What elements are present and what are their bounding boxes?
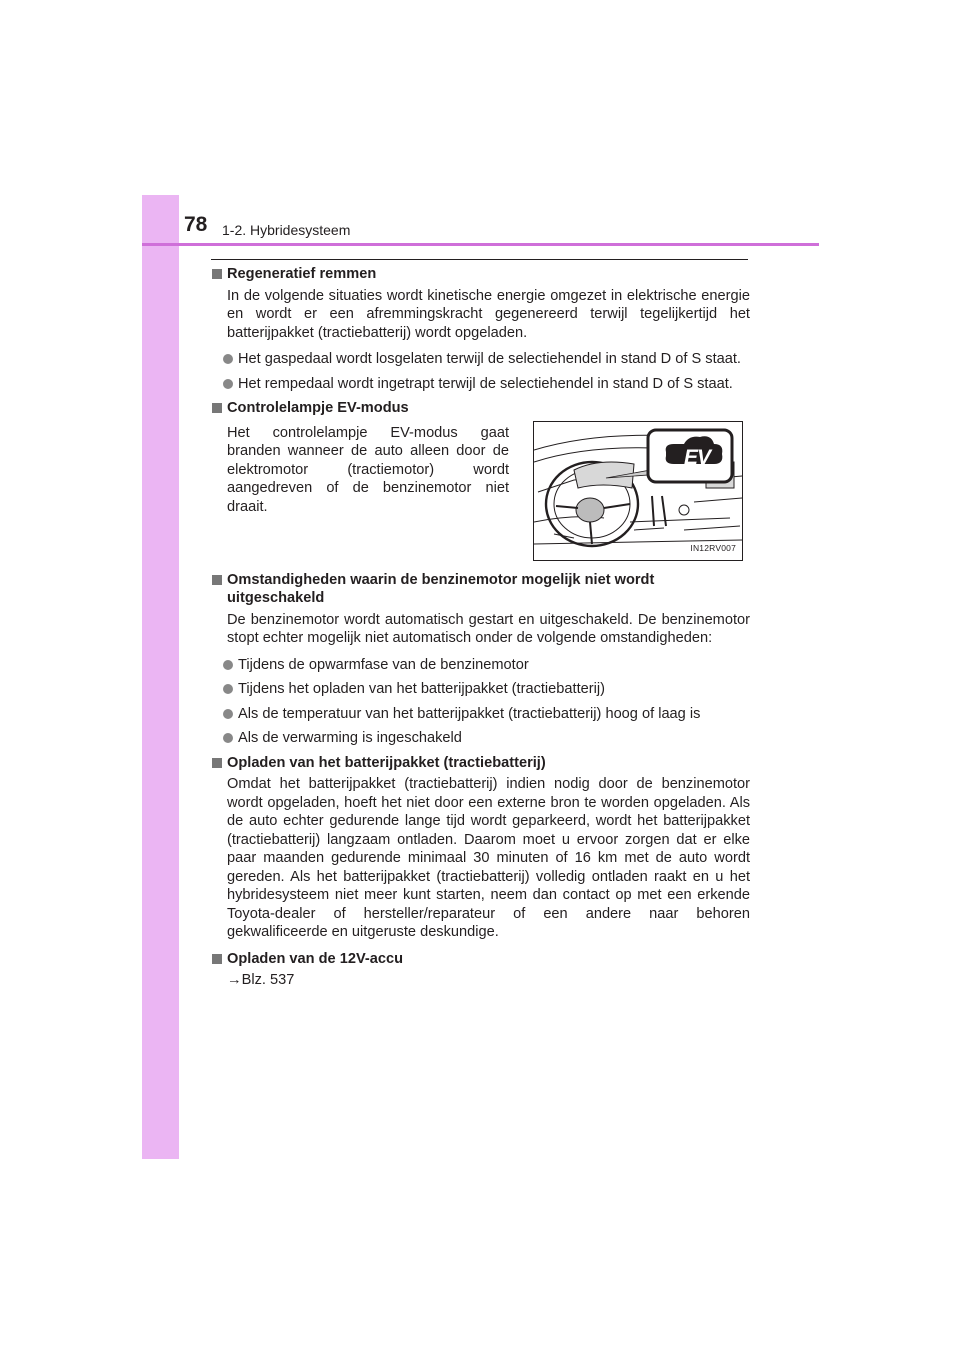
ev-indicator-block (227, 421, 750, 561)
paragraph: Omdat het batterijpakket (tractiebatterij) indien nodig door de benzinemotor wordt opgeladen, hoeft het niet door een externe bron te worden opgeladen. Als de auto echter gedurende lange tijd wordt geparkeerd, wordt het batterijpakket (tractiebatterij) langzaam ontladen. Daarom moet u ervoor zorgen dat er elke paar maanden gedurende minimaal 30 minuten of 16 km met de auto wordt gereden. Als het batterijpakket (tractiebatterij) volledig ontladen raakt en u het hybridesysteem niet meer kunt starten, neem dan contact op met een erkende Toyota-dealer of hersteller/reparateur of een andere naar behoren gekwalificeerde en uitgeruste deskundige. (227, 776, 750, 940)
circle-bullet-icon (223, 379, 233, 389)
circle-bullet-icon (223, 660, 233, 670)
list-item-text: Als de temperatuur van het batterijpakket (tractiebatterij) hoog of laag is (238, 705, 701, 722)
list-item (223, 656, 750, 675)
square-bullet-icon (212, 269, 222, 279)
section-title: 1-2. Hybridesysteem (222, 222, 351, 238)
list-item-text: Het gaspedaal wordt losgelaten terwijl de selectiehendel in stand D of S staat. (238, 351, 741, 367)
heading-text: Opladen van de 12V-accu (227, 950, 404, 967)
section-heading (211, 265, 750, 284)
circle-bullet-icon (223, 354, 233, 364)
page-number: 78 (184, 213, 208, 236)
list-item (223, 680, 750, 699)
circle-bullet-icon (223, 684, 233, 694)
list-item (223, 375, 750, 394)
figure-code: IN12RV007 (690, 543, 736, 553)
paragraph: In de volgende situaties wordt kinetische energie omgezet in elektrische energie en wordt er een afremmingskracht gegenereerd terwijl tegelijkertijd het batterijpakket (tractiebatterij) wordt opgeladen. (227, 287, 750, 341)
section-heading (211, 399, 750, 418)
ev-indicator-label: EV (683, 445, 710, 469)
paragraph: Het controlelampje EV-modus gaat branden wanneer de auto alleen door de elektromotor (tractiemotor) wordt aangedreven of de benzinemotor niet draait. (227, 424, 509, 515)
page-reference-link[interactable]: →Blz. 537 (227, 972, 295, 988)
header-rule (142, 243, 819, 246)
list-item-text: Tijdens de opwarmfase van de benzinemotor (238, 656, 529, 673)
heading-text: Controlelampje EV-modus (227, 400, 409, 416)
heading-text: Omstandigheden waarin de benzinemotor mogelijk niet wordt uitgeschakeld (227, 571, 655, 606)
section-heading (211, 754, 750, 773)
heading-text: Regeneratief remmen (227, 266, 377, 282)
list-item-text: Tijdens het opladen van het batterijpakket (tractiebatterij) (238, 681, 605, 697)
list-item-text: Het rempedaal wordt ingetrapt terwijl de selectiehendel in stand D of S staat. (238, 375, 733, 392)
side-tab (142, 195, 179, 1159)
square-bullet-icon (212, 758, 222, 768)
list-item (223, 705, 750, 724)
content-rule (211, 259, 748, 260)
page-content (211, 265, 750, 990)
list-item (223, 350, 750, 369)
square-bullet-icon (212, 575, 222, 585)
list-item-text: Als de verwarming is ingeschakeld (238, 730, 462, 746)
heading-text: Opladen van het batterijpakket (tractiebatterij) (227, 754, 546, 771)
section-heading (211, 571, 750, 608)
square-bullet-icon (212, 403, 222, 413)
list-item (223, 729, 750, 748)
section-heading (211, 950, 750, 969)
paragraph: De benzinemotor wordt automatisch gestart en uitgeschakeld. De benzinemotor stopt echter mogelijk niet automatisch onder de volgende omstandigheden: (227, 611, 750, 646)
square-bullet-icon (212, 954, 222, 964)
circle-bullet-icon (223, 709, 233, 719)
circle-bullet-icon (223, 733, 233, 743)
dashboard-illustration (533, 421, 743, 561)
